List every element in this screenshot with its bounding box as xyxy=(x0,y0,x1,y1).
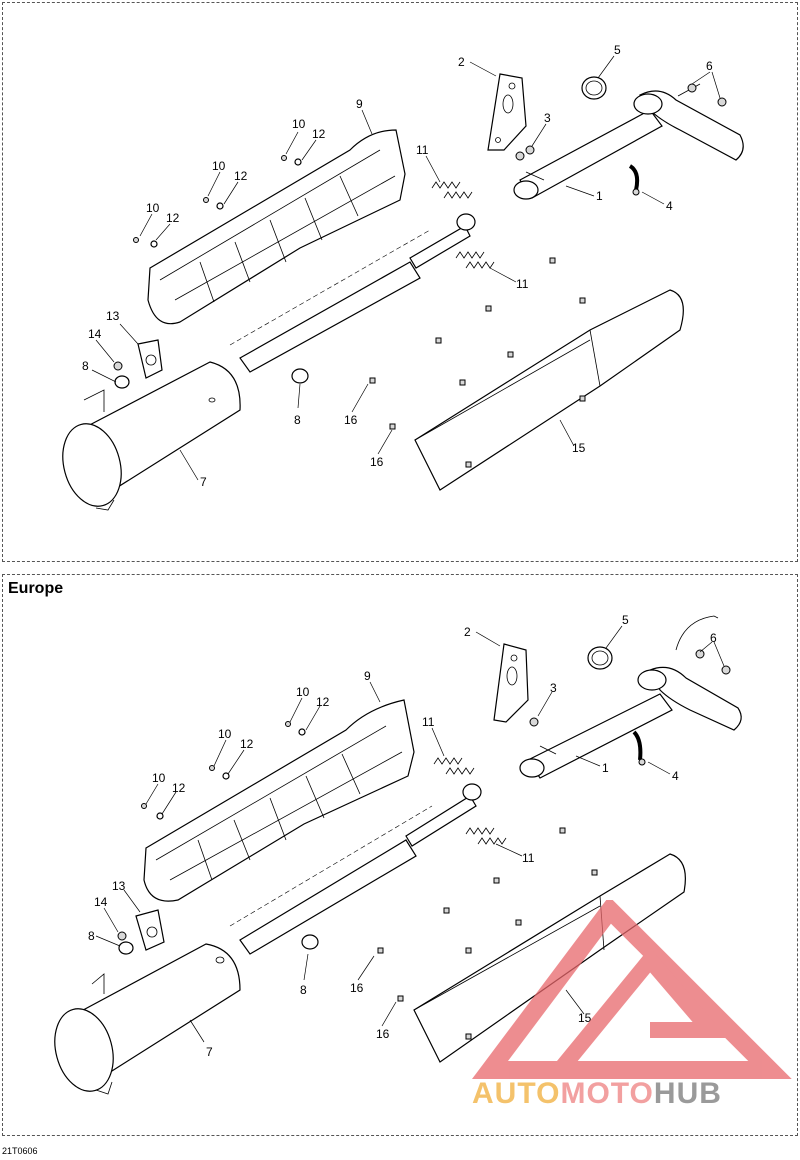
watermark-text-hub: HUB xyxy=(653,1077,722,1110)
watermark-text-auto: AUTO xyxy=(472,1077,561,1110)
watermark-text xyxy=(472,1077,722,1111)
muffler xyxy=(54,362,240,513)
callout-6: 6 xyxy=(710,631,717,645)
callout-12a: 12 xyxy=(316,695,330,709)
bolts xyxy=(516,146,534,160)
callout-15: 15 xyxy=(578,1011,592,1025)
front-pipe xyxy=(520,616,741,778)
bolt-14 xyxy=(118,932,126,940)
callout-9: 9 xyxy=(356,97,363,111)
callout-3: 3 xyxy=(550,681,557,695)
callout-2: 2 xyxy=(458,55,465,69)
hose xyxy=(630,166,639,195)
callout-13: 13 xyxy=(106,309,120,323)
callout-12c: 12 xyxy=(172,781,186,795)
callout-10a: 10 xyxy=(292,117,306,131)
nuts xyxy=(696,650,730,674)
callout-11b: 11 xyxy=(522,851,535,865)
callout-5: 5 xyxy=(614,43,621,57)
callout-2: 2 xyxy=(464,625,471,639)
callout-8a: 8 xyxy=(82,359,89,373)
callout-8a: 8 xyxy=(88,929,95,943)
front-pipe xyxy=(514,84,743,199)
callout-3: 3 xyxy=(544,111,551,125)
muffler xyxy=(46,944,240,1098)
muffler-bracket xyxy=(136,910,164,950)
hose xyxy=(634,732,645,765)
callout-4: 4 xyxy=(672,769,679,783)
exhaust-drawing xyxy=(54,74,743,513)
callout-8b: 8 xyxy=(294,413,301,427)
callout-11b: 11 xyxy=(516,277,529,291)
callout-12b: 12 xyxy=(240,737,254,751)
callout-7: 7 xyxy=(200,475,207,489)
muffler-bracket xyxy=(138,340,162,378)
gasket-ring xyxy=(582,77,606,99)
bolt-14 xyxy=(114,362,122,370)
callout-14: 14 xyxy=(88,327,102,341)
watermark-text-moto: MOTO xyxy=(560,1077,654,1110)
callout-10a: 10 xyxy=(296,685,310,699)
callout-16b: 16 xyxy=(376,1027,390,1041)
callout-1: 1 xyxy=(596,189,603,203)
figure-code: 21T0606 xyxy=(2,1146,38,1156)
callout-10b: 10 xyxy=(212,159,226,173)
region-label: Europe xyxy=(8,580,64,597)
callout-10c: 10 xyxy=(152,771,166,785)
callout-6: 6 xyxy=(706,59,713,73)
callout-9: 9 xyxy=(364,669,371,683)
callout-10c: 10 xyxy=(146,201,160,215)
callout-12b: 12 xyxy=(234,169,248,183)
bolts xyxy=(530,718,538,726)
callout-4: 4 xyxy=(666,199,673,213)
callout-7: 7 xyxy=(206,1045,213,1059)
bracket xyxy=(488,74,526,150)
bracket xyxy=(494,644,528,722)
callout-1: 1 xyxy=(602,761,609,775)
callout-14: 14 xyxy=(94,895,108,909)
callout-12c: 12 xyxy=(166,211,180,225)
callout-11a: 11 xyxy=(422,715,435,729)
callout-11a: 11 xyxy=(416,143,429,157)
callout-16a: 16 xyxy=(344,413,358,427)
lower-shield xyxy=(415,290,683,490)
callout-16b: 16 xyxy=(370,455,384,469)
exhaust-diagram-standard xyxy=(0,0,800,570)
callout-5: 5 xyxy=(622,613,629,627)
callout-8b: 8 xyxy=(300,983,307,997)
nuts xyxy=(688,84,726,106)
gasket-ring xyxy=(588,647,612,669)
callout-13: 13 xyxy=(112,879,126,893)
callout-12a: 12 xyxy=(312,127,326,141)
callout-10b: 10 xyxy=(218,727,232,741)
callout-15: 15 xyxy=(572,441,586,455)
callout-16a: 16 xyxy=(350,981,364,995)
